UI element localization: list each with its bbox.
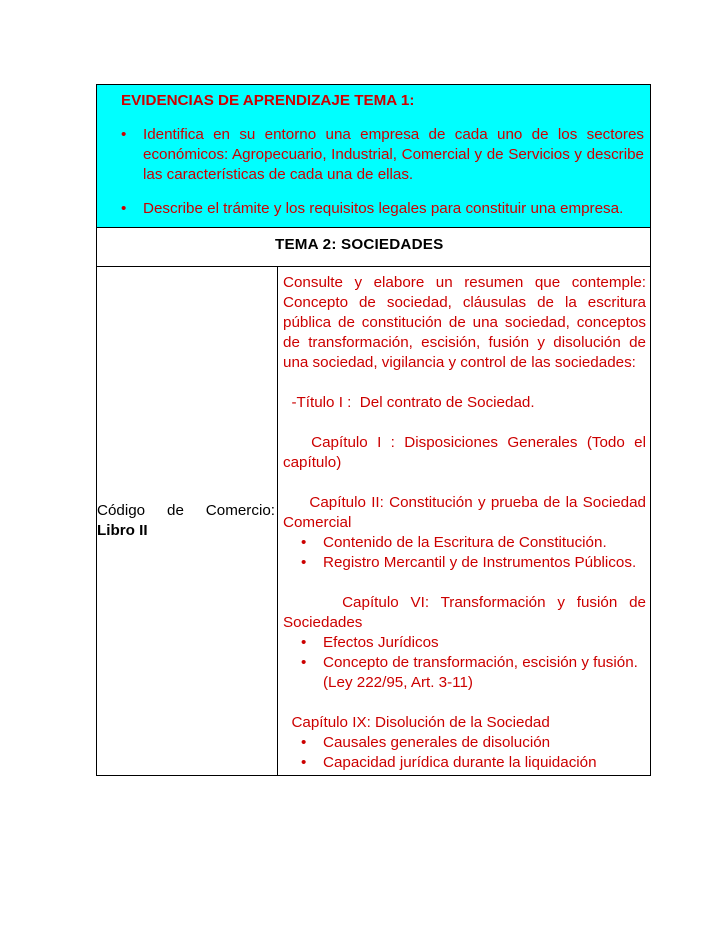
evidencias-title: EVIDENCIAS DE APRENDIZAJE TEMA 1: — [121, 92, 415, 109]
cap2-list — [283, 533, 646, 573]
codigo-label: Código de Comercio: — [97, 502, 275, 519]
cap1-text: Capítulo I : Disposiciones Generales (Todo el capítulo) — [283, 434, 651, 471]
evidencias-row — [97, 85, 651, 228]
libro-label: Libro II — [97, 522, 148, 539]
cap6-text: Capítulo VI: Transformación y fusión de Sociedades — [283, 594, 651, 631]
bullet-icon: • — [121, 126, 127, 143]
left-cell — [97, 267, 278, 776]
list-item: • Causales generales de disolución — [301, 734, 551, 751]
cap2-text: Capítulo II: Constitución y prueba de la Sociedad Comercial — [283, 494, 651, 531]
tema2-row — [97, 228, 651, 267]
document-table — [96, 84, 651, 776]
tema2-title: TEMA 2: SOCIEDADES — [97, 228, 651, 267]
list-item: • Identifica en su entorno una empresa de cada uno de los sectores económicos: Agropecuario, Industrial, Comercial y de Servicios y describe las características de cada una de ellas. — [121, 126, 645, 183]
bullet-icon: • — [121, 200, 127, 217]
list-item: • Efectos Jurídicos — [301, 634, 439, 651]
evidencias-list — [121, 125, 644, 219]
cap9-text: Capítulo IX: Disolución de la Sociedad — [283, 714, 550, 731]
bullet-icon: • — [301, 534, 307, 551]
evidencias-cell — [97, 85, 651, 228]
bullet-icon: • — [301, 554, 307, 571]
list-item: • Describe el trámite y los requisitos legales para constituir una empresa. — [121, 200, 624, 217]
right-cell — [278, 267, 651, 776]
titulo-text: -Título I : Del contrato de Sociedad. — [283, 394, 535, 411]
list-item: • Registro Mercantil y de Instrumentos Públicos. — [301, 554, 637, 571]
list-item: • Capacidad jurídica durante la liquidación — [301, 754, 597, 771]
bullet-icon: • — [301, 734, 307, 751]
bullet-icon: • — [301, 654, 307, 671]
list-item: • Concepto de transformación, escisión y fusión. — [301, 654, 638, 671]
cap6-list — [283, 633, 646, 673]
intro-text: Consulte y elabore un resumen que contemple: Concepto de sociedad, cláusulas de la escritura pública de constitución de una sociedad, conceptos de transformación, escisión, fusión y disolución de una sociedad, vigilancia y control de las sociedades: — [283, 274, 647, 371]
ley-text: (Ley 222/95, Art. 3-11) — [323, 674, 473, 691]
bullet-icon: • — [301, 754, 307, 771]
bullet-icon: • — [301, 634, 307, 651]
list-item: • Contenido de la Escritura de Constitución. — [301, 534, 607, 551]
content-row — [97, 267, 651, 776]
cap9-list — [283, 733, 646, 773]
